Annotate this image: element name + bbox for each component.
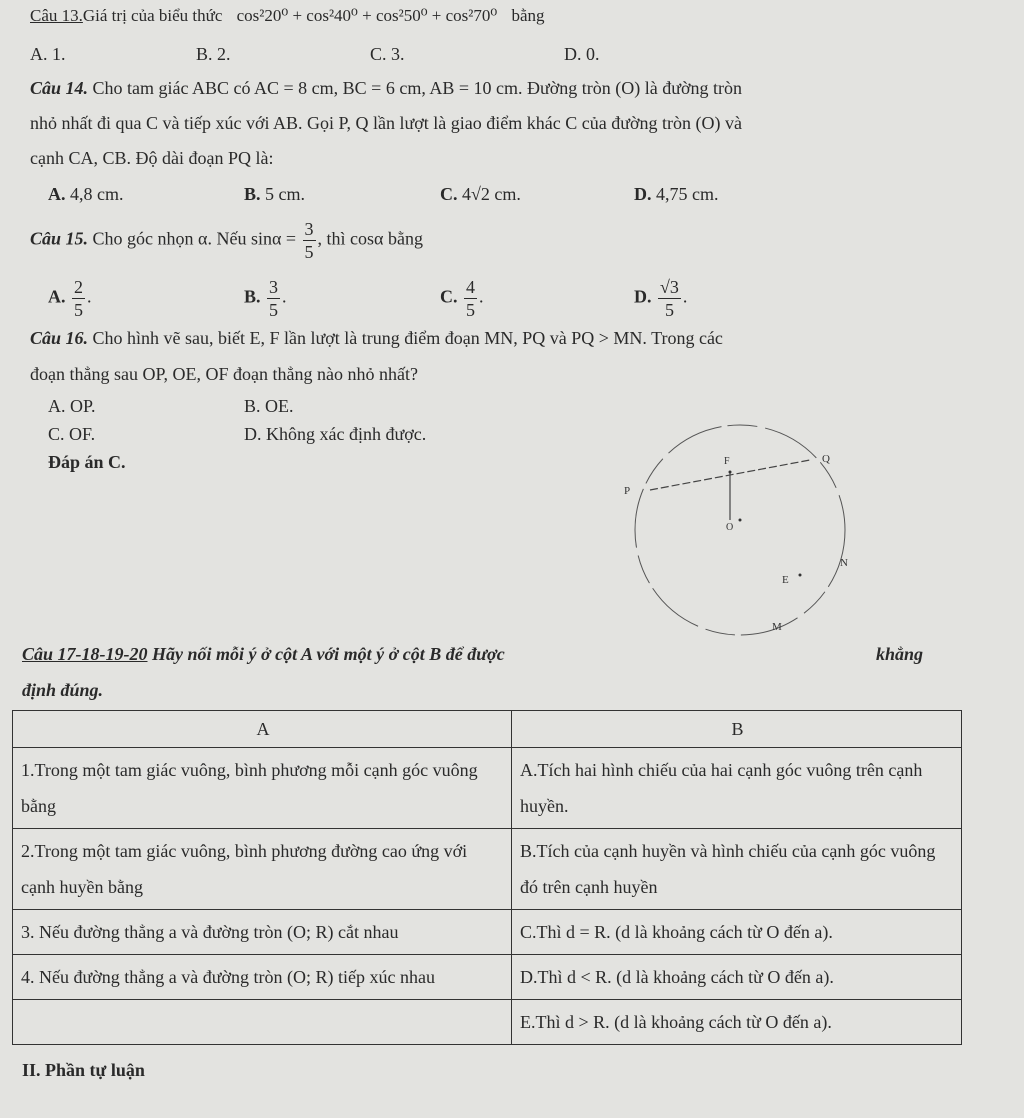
point-f — [729, 471, 732, 474]
table-row — [13, 955, 962, 1000]
q16-answer: Đáp án C. — [48, 452, 126, 472]
label-f: F — [724, 456, 730, 467]
table-row — [13, 829, 962, 910]
q16-option-b: B. OE. — [244, 396, 294, 416]
q17-instruction-line2: định đúng. — [22, 680, 104, 700]
q14-line3: cạnh CA, CB. Độ dài đoạn PQ là: — [30, 148, 274, 168]
table-cell-a — [13, 1000, 512, 1045]
table-cell-b: E.Thì d > R. (d là khoảng cách từ O đến a). — [512, 1000, 962, 1045]
q13-stem — [30, 6, 545, 26]
q15-text1: Cho góc nhọn α. Nếu sinα = — [92, 228, 297, 249]
q14-line1-text: Cho tam giác ABC có AC = 8 cm, BC = 6 cm, AB = 10 cm. Đường tròn (O) là đường tròn — [92, 78, 742, 98]
column-b-header: B — [512, 711, 962, 748]
q13-option-a: A. 1. — [30, 44, 66, 64]
q14-option-b: B. 5 cm. — [244, 184, 306, 204]
q15-stem — [30, 218, 423, 263]
table-cell-b: A.Tích hai hình chiếu của hai cạnh góc vuông trên cạnh huyền. — [512, 748, 962, 829]
q16-label: Câu 16. — [30, 328, 89, 348]
q14-option-d: D. 4,75 cm. — [634, 184, 719, 204]
point-o — [739, 519, 742, 522]
table-row — [13, 910, 962, 955]
table-cell-b: B.Tích của cạnh huyền và hình chiếu của cạnh góc vuông đó trên cạnh huyền — [512, 829, 962, 910]
q13-expression: cos²20⁰ + cos²40⁰ + cos²50⁰ + cos²70⁰ — [236, 6, 498, 25]
label-o: O — [726, 522, 734, 533]
table-cell-b: C.Thì d = R. (d là khoảng cách từ O đến a). — [512, 910, 962, 955]
q17-label: Câu 17-18-19-20 — [22, 644, 148, 664]
q17-instruction-text: Hãy nối mỗi ý ở cột A với một ý ở cột B để được — [152, 644, 505, 664]
circle-figure — [600, 420, 900, 640]
q13-text-before: Giá trị của biểu thức — [82, 6, 223, 25]
q15-text2: , thì cosα bằng — [317, 228, 423, 249]
q15-option-c: C. $\frac{4}{5}$ . — [440, 277, 484, 320]
q14-label: Câu 14. — [30, 78, 89, 98]
q13-option-c: C. 3. — [370, 44, 405, 64]
section-2-heading: II. Phần tự luận — [22, 1060, 145, 1080]
table-row — [13, 1000, 962, 1045]
q13-label: Câu 13. — [30, 6, 83, 25]
circle-o — [635, 425, 845, 635]
q13-text-after: bằng — [511, 6, 545, 25]
point-e — [799, 574, 802, 577]
label-m: M — [772, 621, 782, 633]
label-q: Q — [822, 453, 830, 465]
table-cell-a: 1.Trong một tam giác vuông, bình phương mỗi cạnh góc vuông bằng — [13, 748, 512, 829]
table-cell-b: D.Thì d < R. (d là khoảng cách từ O đến a). — [512, 955, 962, 1000]
column-a-header: A — [13, 711, 512, 748]
table-row — [13, 748, 962, 829]
label-e: E — [782, 574, 789, 586]
q14-option-c: C. 4√2 cm. — [440, 184, 521, 204]
label-p: P — [624, 485, 631, 497]
q15-option-d: D. $\frac{√3}{5}$ . — [634, 277, 688, 320]
q16-line2: đoạn thẳng sau OP, OE, OF đoạn thẳng nào nhỏ nhất? — [30, 364, 418, 384]
q16-option-a: A. OP. — [48, 396, 96, 416]
q15-option-b: B. $\frac{3}{5}$ . — [244, 277, 287, 320]
q14-option-a: A. 4,8 cm. — [48, 184, 124, 204]
table-cell-a: 3. Nếu đường thẳng a và đường tròn (O; R) cắt nhau — [13, 910, 512, 955]
table-header-row — [13, 711, 962, 748]
q14-line2: nhỏ nhất đi qua C và tiếp xúc với AB. Gọi P, Q lần lượt là giao điểm khác C của đường tròn (O) và — [30, 113, 742, 133]
q17-instruction-end: khẳng — [876, 644, 924, 664]
q15-label: Câu 15. — [30, 228, 89, 249]
q13-option-b: B. 2. — [196, 44, 231, 64]
q16-line1-text: Cho hình vẽ sau, biết E, F lần lượt là trung điểm đoạn MN, PQ và PQ > MN. Trong các — [92, 328, 723, 348]
q16-option-c: C. OF. — [48, 424, 96, 444]
q16-option-d: D. Không xác định được. — [244, 424, 427, 444]
q16-line1 — [30, 328, 723, 349]
q15-fraction: $\frac{3}{5}$ — [304, 219, 314, 262]
table-cell-a: 4. Nếu đường thẳng a và đường tròn (O; R) tiếp xúc nhau — [13, 955, 512, 1000]
q17-instruction — [22, 644, 505, 665]
q13-option-d: D. 0. — [564, 44, 600, 64]
q15-option-a: A. $\frac{2}{5}$ . — [48, 277, 92, 320]
matching-table — [12, 710, 962, 1045]
label-n: N — [840, 557, 848, 569]
q14-line1 — [30, 78, 742, 99]
table-cell-a: 2.Trong một tam giác vuông, bình phương đường cao ứng với cạnh huyền bằng — [13, 829, 512, 910]
